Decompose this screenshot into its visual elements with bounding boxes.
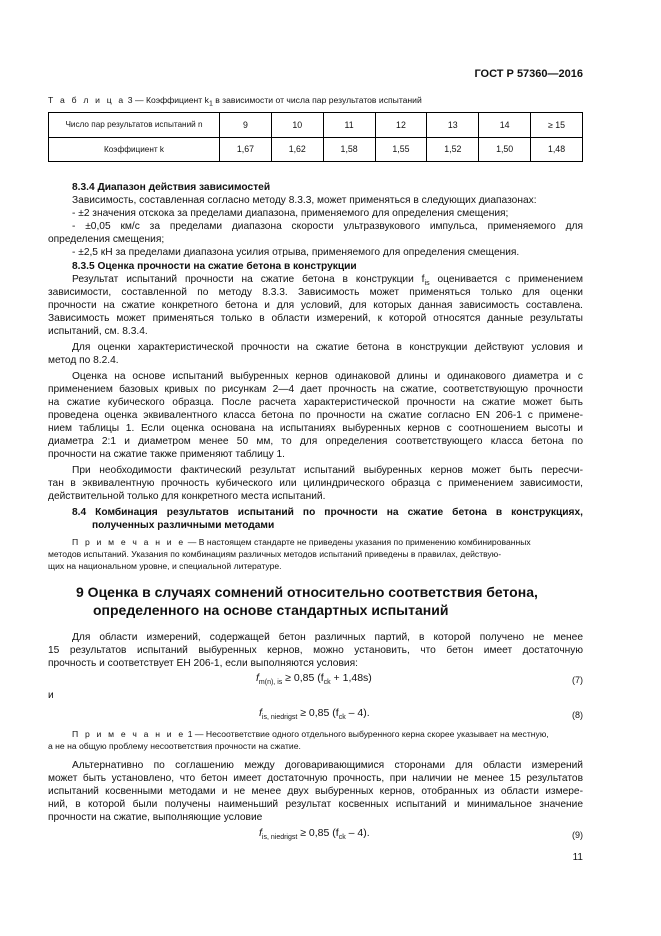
document-id: ГОСТ Р 57360—2016 bbox=[474, 68, 583, 80]
table-row-label: Число пар результатов испытаний n bbox=[49, 113, 220, 138]
equation-9: $f_{is, niedrigst} \ge 0,85$ $(f_{ck} - 4)$. bbox=[259, 827, 370, 842]
equation-number: (7) bbox=[572, 675, 583, 685]
table-cell: 14 bbox=[479, 113, 531, 138]
paragraph-line: зависимости, составленной по методу 8.3.3. Зависимость может применяться только для оценки bbox=[48, 287, 583, 298]
equation-number: (8) bbox=[572, 710, 583, 720]
paragraph-line: испытаний, см. 8.3.4. bbox=[48, 326, 148, 337]
paragraph-line: испытаний косвенными методами и не менее двух выбуренных кернов, отобранных из области измере- bbox=[48, 786, 583, 797]
paragraph-line: диаметра 2:1 и диаметром менее 50 мм, то для определения соответствующего класса бетона по bbox=[48, 436, 583, 447]
table-cell: 1,55 bbox=[375, 137, 427, 162]
paragraph-line: метод по 8.2.4. bbox=[48, 355, 119, 366]
paragraph-line: - ±2 значения отскока за пределами диапазона, применяемого для определения смещения; bbox=[72, 208, 509, 219]
table-cell: 1,52 bbox=[427, 137, 479, 162]
table-cell: 1,67 bbox=[220, 137, 272, 162]
section-heading: полученных различными методами bbox=[92, 520, 275, 531]
section-heading: 8.3.5 Оценка прочности на сжатие бетона в конструкции bbox=[72, 261, 357, 272]
table-cell: 9 bbox=[220, 113, 272, 138]
note-line: а не на общую проблему несоответствия прочности на сжатие. bbox=[48, 741, 301, 751]
table-cell: ≥ 15 bbox=[531, 113, 583, 138]
note-line: методов испытаний. Указания по комбинациям различных методов испытаний приведены в правилах, действую- bbox=[48, 549, 502, 559]
note-line: щих на национальном уровне, и специальной литературе. bbox=[48, 561, 282, 571]
table-cell: 11 bbox=[323, 113, 375, 138]
paragraph-line: При необходимости фактический результат испытаний выбуренных кернов может быть пересчи- bbox=[72, 465, 583, 476]
paragraph-line: прочности на сжатие, выполняющие условие bbox=[48, 812, 263, 823]
table-row bbox=[49, 137, 583, 162]
paragraph-line: ний, в которой были получены наименьший результат косвенных испытаний и минимальное значение bbox=[48, 799, 583, 810]
table-cell: 12 bbox=[375, 113, 427, 138]
paragraph-line: прочность и соответствует ЕН 206-1, если выполняются условия: bbox=[48, 658, 358, 669]
conjunction: и bbox=[48, 690, 54, 701]
paragraph-line: Для оценки характеристической прочности на сжатие бетона в конструкции действуют условия и bbox=[72, 342, 583, 353]
paragraph-line: прочности на сжатие конкретного бетона и для условий, для которых данная зависимость составлена. bbox=[48, 300, 583, 311]
paragraph-line: Оценка на основе испытаний выбуренных кернов одинаковой длины и одинакового диаметра и с bbox=[72, 371, 583, 382]
paragraph-line: Зависимость может применяться только в области измерений, к которой относятся данные результаты bbox=[48, 313, 583, 324]
paragraph-line: Зависимость, составленная согласно методу 8.3.3, может применяться в следующих диапазонах: bbox=[72, 195, 537, 206]
table-cell: 13 bbox=[427, 113, 479, 138]
section-heading: 8.3.4 Диапазон действия зависимостей bbox=[72, 182, 271, 193]
chapter-heading: 9 Оценка в случаях сомнений относительно соответствия бетона, определенного на основе стандартных испытаний bbox=[76, 584, 538, 618]
note: П р и м е ч а н и е — В настоящем стандарте не приведены указания по применению комбинированных bbox=[72, 537, 531, 547]
paragraph-line: Для области измерений, содержащей бетон различных партий, в которой получено не менее bbox=[72, 632, 583, 643]
table-cell: 1,50 bbox=[479, 137, 531, 162]
paragraph-line: - ±2,5 кН за пределами диапазона усилия отрыва, применяемого для определения смещения. bbox=[72, 247, 520, 258]
table-cell: 1,62 bbox=[271, 137, 323, 162]
section-heading: 8.4 Комбинация результатов испытаний по прочности на сжатие бетона в конструкциях, bbox=[72, 507, 583, 518]
paragraph-line: нием таблицы 1. Если оценка основана на испытаниях выбуренных кернов с соотношением высоты и bbox=[48, 423, 583, 434]
paragraph-line: - ±0,05 км/с за пределами диапазона скорости ультразвукового импульса, применяемого для bbox=[72, 221, 583, 232]
table-row bbox=[49, 113, 583, 138]
paragraph-line: Результат испытаний прочности на сжатие бетона в конструкции $f_{is}$ оценивается с применением bbox=[72, 274, 583, 288]
note: П р и м е ч а н и е 1 — Несоответствие одного отдельного выбуренного керна скорее указывает на местную, bbox=[72, 729, 549, 739]
paragraph-line: 15 результатов испытаний выбуренных кернов, можно установить, что бетон имеет достаточную bbox=[48, 645, 583, 656]
paragraph-line: может быть установлено, что бетон имеет достаточную прочность, при наличии не менее 15 результатов bbox=[48, 773, 583, 784]
paragraph-line: применением базовых кривых по рисункам 2—4 дает прочность на сжатие, соответствующую прочности bbox=[48, 384, 583, 395]
paragraph-line: проведена оценка эквивалентного класса бетона по прочности на сжатие согласно EN 206-1 с примене- bbox=[48, 410, 583, 421]
paragraph-line: действительной только для конкретного места испытаний. bbox=[48, 491, 326, 502]
page-number: 11 bbox=[572, 852, 583, 863]
table-caption: Т а б л и ц а 3 — Коэффициент $k_1$ в зависимости от числа пар результатов испытаний bbox=[48, 95, 422, 108]
paragraph-line: на сжатие кубического образца. После расчета характеристической прочности на сжатие может быть bbox=[48, 397, 583, 408]
equation-number: (9) bbox=[572, 830, 583, 840]
paragraph-line: Альтернативно по соглашению между договаривающимися сторонами для области измерений bbox=[72, 760, 583, 771]
table-cell: 1,48 bbox=[531, 137, 583, 162]
table-cell: 10 bbox=[271, 113, 323, 138]
coefficient-table bbox=[48, 112, 583, 162]
table-cell: 1,58 bbox=[323, 137, 375, 162]
paragraph-line: прочности на сжатие также применяют таблицу 1. bbox=[48, 449, 286, 460]
paragraph-line: определения смещения; bbox=[48, 234, 165, 245]
paragraph-line: тан в эквивалентную прочность кубического или цилиндрического образца с применением зависимости, bbox=[48, 478, 583, 489]
equation-7: $f_{m(n), is} \ge 0,85$ $(f_{ck} + 1,48s)$ bbox=[256, 672, 372, 687]
table-row-label: Коэффициент k bbox=[49, 137, 220, 162]
equation-8: $f_{is, niedrigst} \ge 0,85$ $(f_{ck} - 4)$. bbox=[259, 707, 370, 722]
